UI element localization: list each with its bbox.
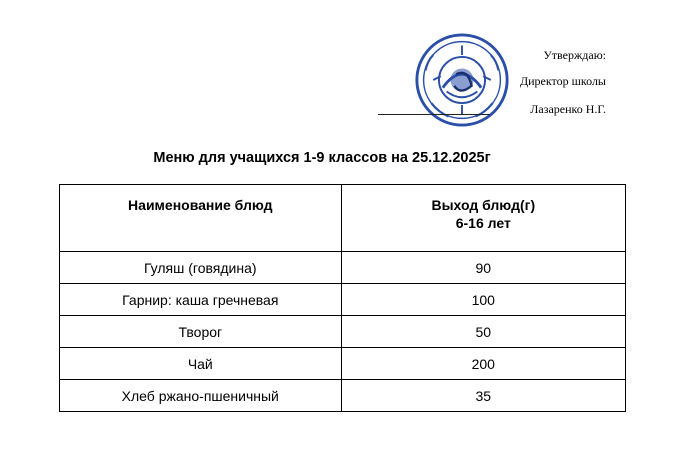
dish-header-text: Наименование блюд: [128, 197, 273, 213]
dish-cell: Гуляш (говядина): [60, 252, 342, 284]
column-header-output: [341, 185, 625, 252]
menu-title: [0, 150, 686, 166]
output-header-line2: 6-16 лет: [455, 215, 511, 231]
signature-line: [378, 114, 490, 115]
table-row: [60, 284, 626, 316]
dish-cell: Творог: [60, 316, 342, 348]
table-row: [60, 348, 626, 380]
menu-title-text: Меню для учащихся 1-9 классов на 25.12.2025г: [153, 150, 491, 166]
output-header-line1: Выход блюд(г): [431, 197, 536, 213]
output-cell: 50: [341, 316, 625, 348]
approve-label: Утверждаю:: [543, 48, 606, 62]
approver-position: Директор школы: [519, 74, 606, 88]
approval-block: [378, 30, 678, 130]
table-row: [60, 380, 626, 412]
table-row: [60, 316, 626, 348]
output-cell: 200: [341, 348, 625, 380]
dish-cell: Хлеб ржано-пшеничный: [60, 380, 342, 412]
column-header-dish: [60, 185, 342, 252]
dish-cell: Гарнир: каша гречневая: [60, 284, 342, 316]
output-cell: 100: [341, 284, 625, 316]
output-cell: 90: [341, 252, 625, 284]
table-header-row: [60, 185, 626, 252]
output-cell: 35: [341, 380, 625, 412]
approver-name: Лазаренко Н.Г.: [530, 102, 606, 116]
menu-table: [59, 184, 626, 412]
table-row: [60, 252, 626, 284]
dish-cell: Чай: [60, 348, 342, 380]
